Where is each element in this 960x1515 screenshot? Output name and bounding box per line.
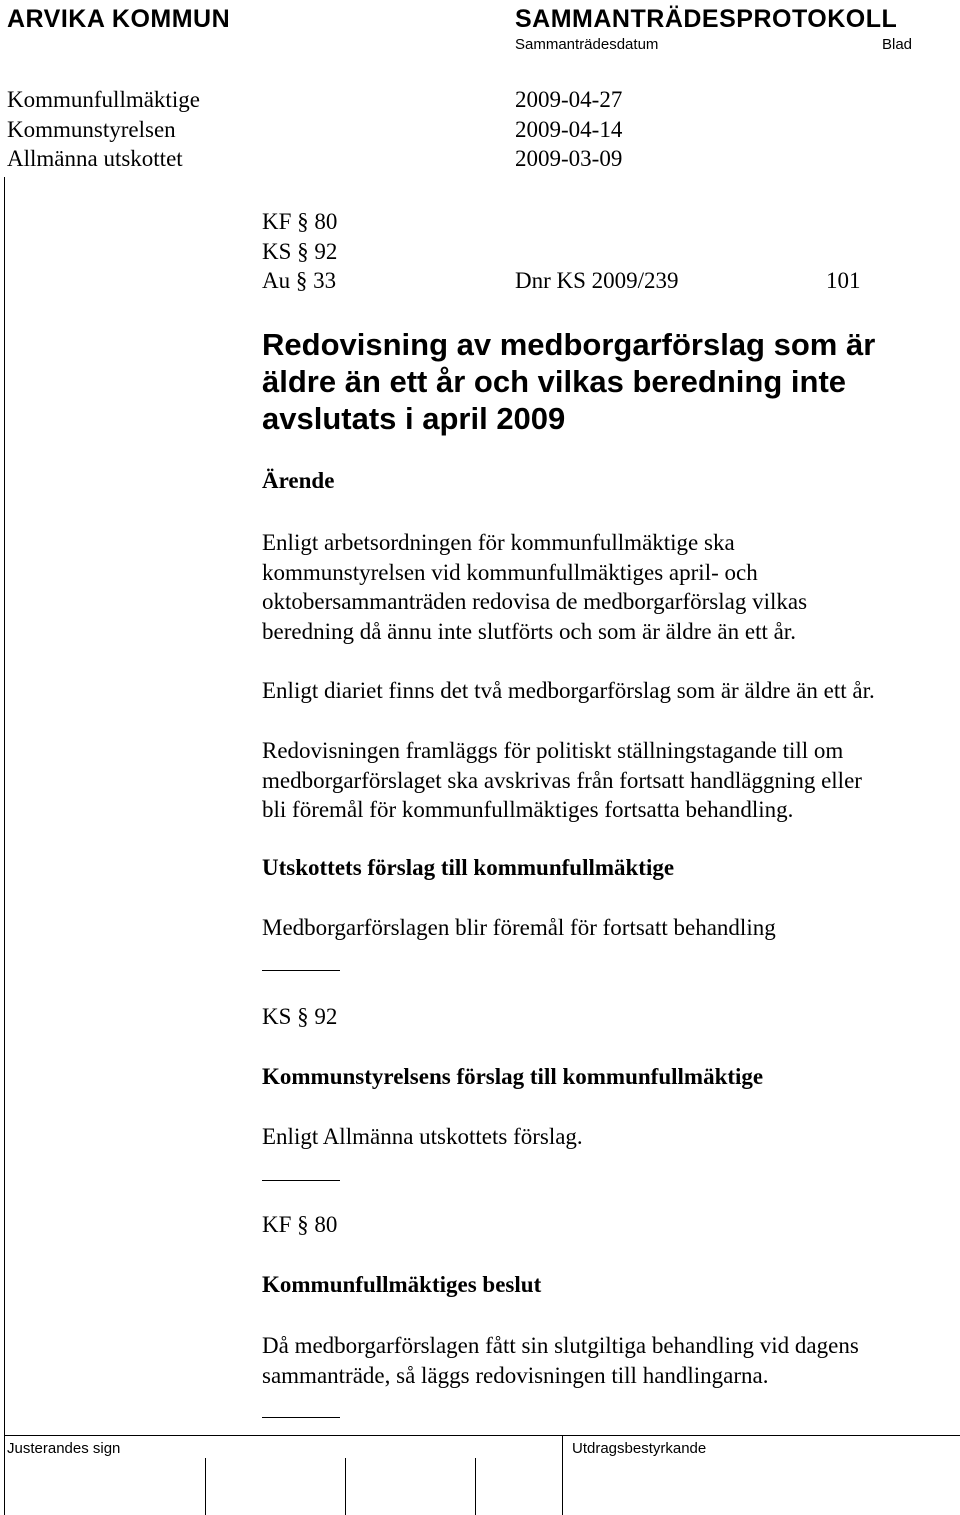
- arende-paragraph-1: [262, 528, 807, 646]
- utskott-heading: Utskottets förslag till kommunfullmäktige: [262, 855, 675, 880]
- text-line: oktobersammanträden redovisa de medborgarförslag vilkas: [262, 589, 808, 614]
- text-line: Då medborgarförslagen fått sin slutgiltiga behandling vid dagens: [262, 1333, 859, 1358]
- meeting-body: Kommunfullmäktige: [7, 87, 200, 112]
- meeting-date: 2009-04-27: [515, 87, 623, 112]
- signature-label: Justerandes sign: [7, 1440, 121, 1457]
- utskott-proposal: Medborgarförslagen blir föremål för fortsatt behandling: [262, 915, 776, 940]
- ks-section-ref: KS § 92: [262, 1004, 338, 1029]
- ks-paragraph-ref: KS § 92: [262, 239, 338, 264]
- text-line: Redovisningen framläggs för politiskt ställningstagande till om: [262, 738, 844, 763]
- signature-box-divider: [345, 1458, 346, 1515]
- kf-decision: [262, 1331, 859, 1390]
- title-line: avslutats i april 2009: [262, 401, 566, 436]
- arende-heading: Ärende: [262, 468, 335, 493]
- signature-box-divider: [4, 1435, 5, 1515]
- footer-rule: [4, 1435, 960, 1436]
- ks-heading: Kommunstyrelsens förslag till kommunfullmäktige: [262, 1064, 764, 1089]
- page-number: 101: [826, 268, 861, 293]
- meeting-body: Kommunstyrelsen: [7, 117, 176, 142]
- meeting-date: 2009-04-14: [515, 117, 623, 142]
- text-line: bli föremål för kommunfullmäktiges fortsatta behandling.: [262, 797, 794, 822]
- certification-label: Utdragsbestyrkande: [572, 1440, 707, 1457]
- au-paragraph-ref: Au § 33: [262, 268, 337, 293]
- page-label: Blad: [882, 36, 913, 53]
- left-margin-rule: [4, 177, 5, 1435]
- meeting-date: 2009-03-09: [515, 146, 623, 171]
- text-line: beredning då ännu inte slutförts och som är äldre än ett år.: [262, 618, 796, 644]
- arende-paragraph-3: [262, 736, 862, 825]
- document-type: SAMMANTRÄDESPROTOKOLL: [515, 5, 898, 33]
- kf-section-ref: KF § 80: [262, 1212, 338, 1237]
- kf-heading: Kommunfullmäktiges beslut: [262, 1272, 542, 1297]
- ks-proposal: Enligt Allmänna utskottets förslag.: [262, 1124, 583, 1149]
- document-title: [262, 326, 875, 437]
- section-separator: [262, 1417, 340, 1418]
- kf-paragraph-ref: KF § 80: [262, 209, 338, 234]
- text-line: kommunstyrelsen vid kommunfullmäktiges april- och: [262, 559, 758, 585]
- text-line: Enligt arbetsordningen för kommunfullmäktige ska: [262, 530, 735, 555]
- title-line: Redovisning av medborgarförslag som är: [262, 327, 876, 362]
- meeting-body: Allmänna utskottet: [7, 146, 183, 171]
- dnr-ref: Dnr KS 2009/239: [515, 268, 679, 293]
- text-line: sammanträde, så läggs redovisningen till handlingarna.: [262, 1362, 769, 1388]
- date-label: Sammanträdesdatum: [515, 36, 659, 53]
- organization-name: ARVIKA KOMMUN: [7, 5, 231, 33]
- section-separator: [262, 970, 340, 971]
- arende-paragraph-2: Enligt diariet finns det två medborgarförslag som är äldre än ett år.: [262, 678, 875, 703]
- signature-box-divider: [562, 1435, 563, 1515]
- signature-box-divider: [475, 1458, 476, 1515]
- text-line: medborgarförslaget ska avskrivas från fortsatt handläggning eller: [262, 767, 862, 793]
- section-separator: [262, 1180, 340, 1181]
- title-line: äldre än ett år och vilkas beredning inte: [262, 364, 847, 399]
- signature-box-divider: [205, 1458, 206, 1515]
